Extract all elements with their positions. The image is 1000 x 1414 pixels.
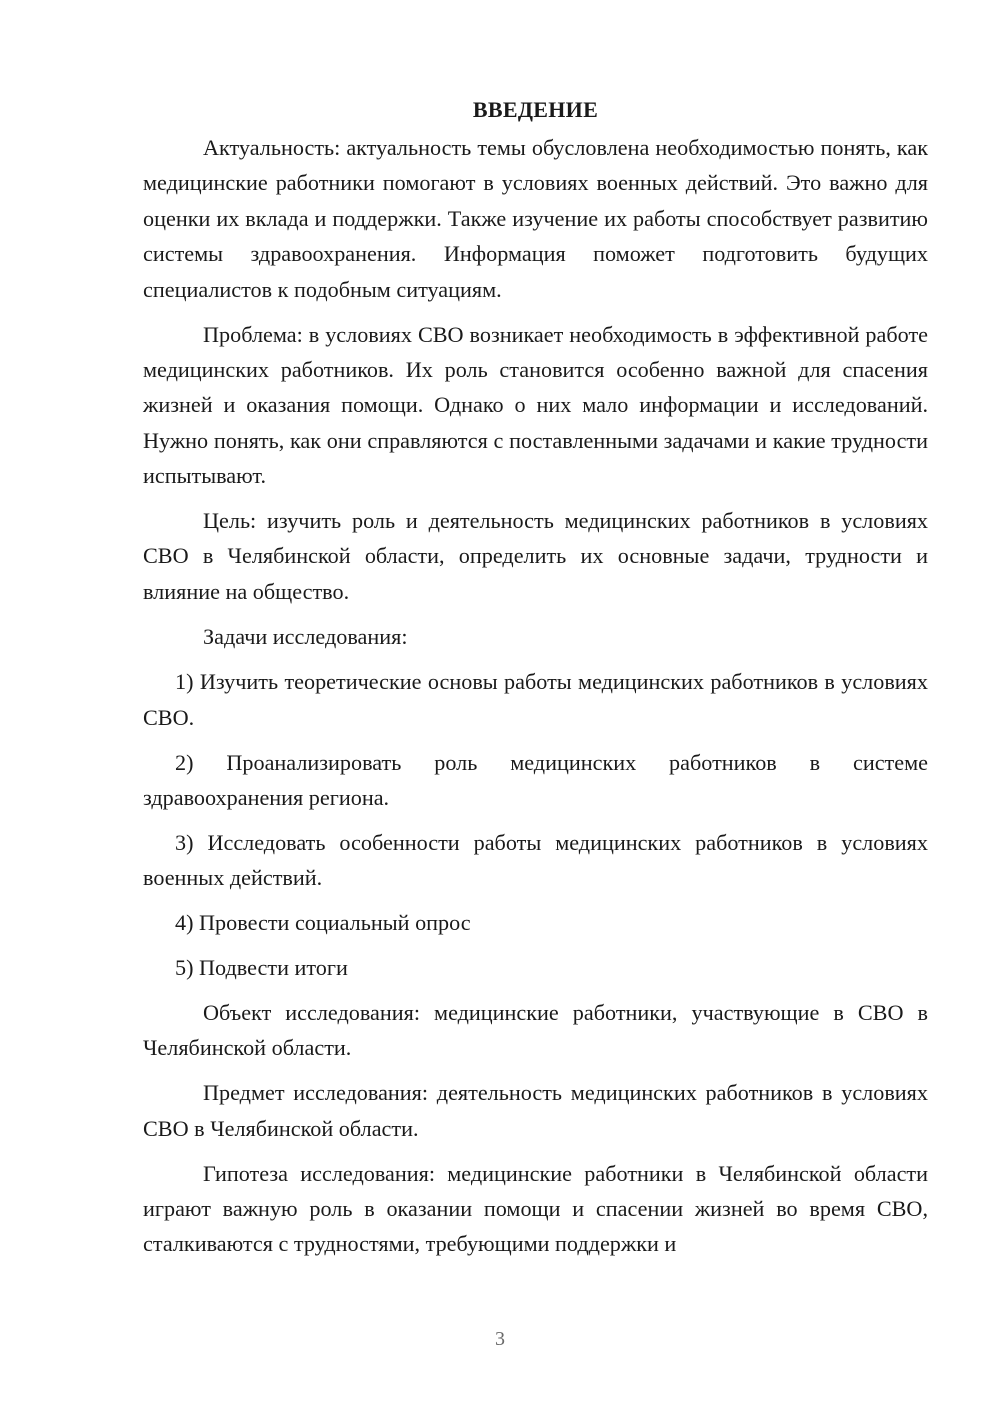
task-item: 4) Провести социальный опрос [175,910,471,936]
section-heading: ВВЕДЕНИЕ [472,97,599,122]
page-number: 3 [495,1328,505,1350]
problem-paragraph: Проблема: в условиях СВО возникает необходимость в эффективной работе медицинских работников. Их роль становится особенно важной для спасения жизней и оказания помощи. Однако о них мало информации и исследований. Нужно понять, как они справляются с поставленными задачами и какие трудности испытывают. [143,321,928,489]
object-paragraph: Объект исследования: медицинские работники, участвующие в СВО в Челябинской области. [143,999,928,1061]
relevance-paragraph: Актуальность: актуальность темы обусловлена необходимостью понять, как медицинские работники помогают в условиях военных действий. Это важно для оценки их вклада и поддержки. Также изучение их работы способствует развитию системы здравоохранения. Информация поможет подготовить будущих специалистов к подобным ситуациям. [143,135,928,302]
tasks-list [143,664,928,985]
task-item: 1) Изучить теоретические основы работы медицинских работников в условиях СВО. [143,669,928,730]
goal-paragraph: Цель: изучить роль и деятельность медицинских работников в условиях СВО в Челябинской области, определить их основные задачи, трудности и влияние на общество. [143,508,928,604]
task-item: 2) Проанализировать роль медицинских работников в системе здравоохранения региона. [143,749,928,810]
document-page [143,92,928,1332]
subject-paragraph: Предмет исследования: деятельность медицинских работников в условиях СВО в Челябинской области. [143,1080,928,1141]
hypothesis-paragraph: Гипотеза исследования: медицинские работники в Челябинской области играют важную роль в оказании помощи и спасении жизней во время СВО, сталкиваются с трудностями, требующими поддержки и [143,1160,928,1257]
tasks-heading: Задачи исследования: [203,623,408,649]
task-item: 3) Исследовать особенности работы медицинских работников в условиях военных действий. [143,829,928,891]
task-item: 5) Подвести итоги [175,955,348,981]
